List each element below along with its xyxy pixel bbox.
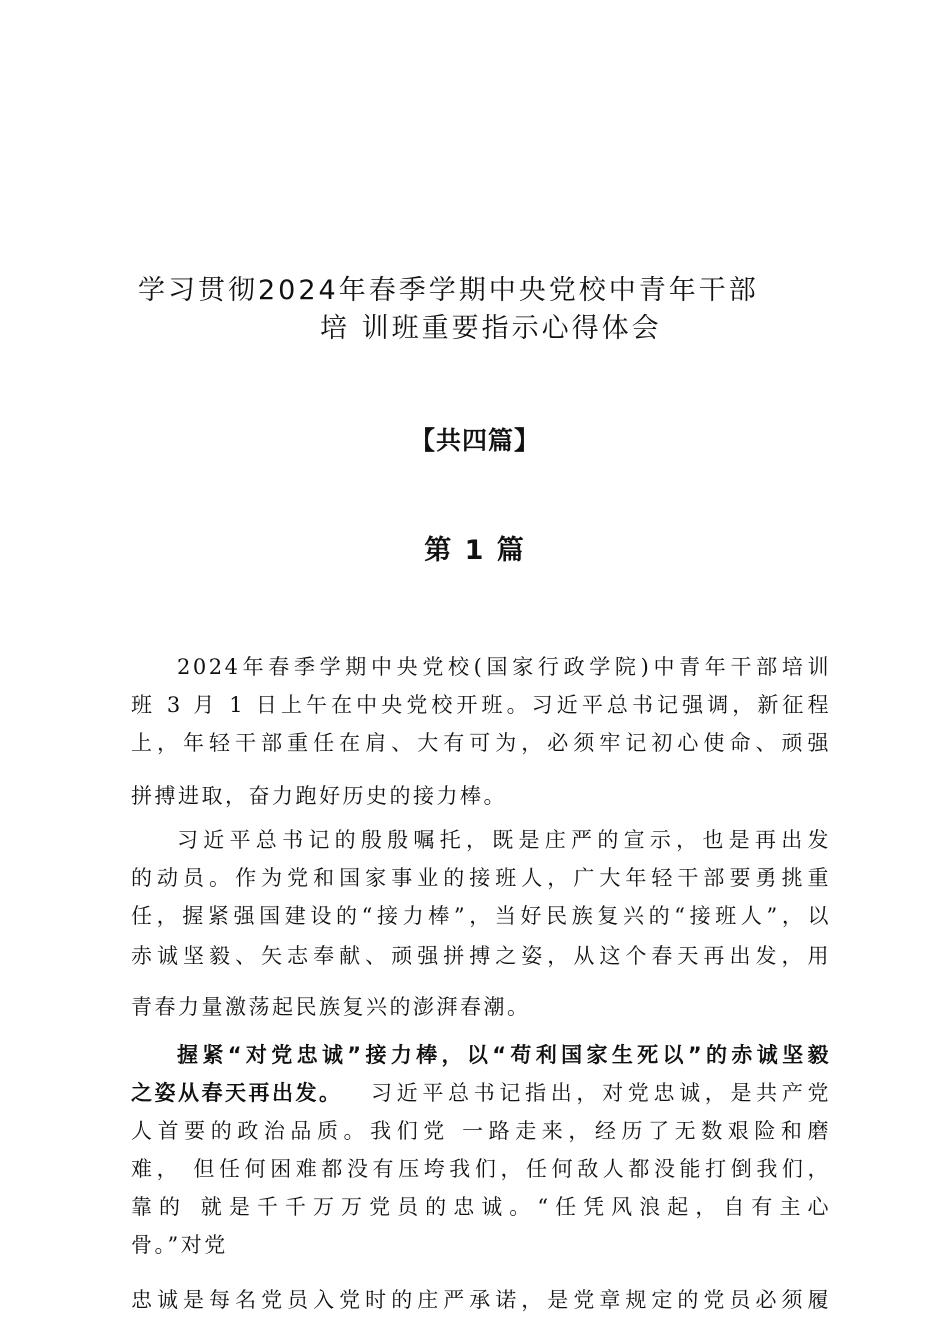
text-line: 赤诚坚毅、矢志奉献、顽强拼搏之姿，从这个春天再出发，用 (131, 944, 831, 968)
text-line: 青春力量激荡起民族复兴的澎湃春潮。 (131, 995, 531, 1019)
text-line: 的动员。作为党和国家事业的接班人，广大年轻干部要勇挑重 (131, 866, 831, 890)
text-line: 班 3 月 1 日上午在中央党校开班。习近平总书记强调，新征程 (131, 693, 831, 717)
title-line-2: 培 训班重要指示心得体会 (320, 313, 662, 344)
text-line: 人首要的政治品质。我们党 一路走来，经历了无数艰险和磨 (131, 1119, 831, 1143)
text-line: 2024年春季学期中央党校(国家行政学院)中青年干部培训 (177, 655, 831, 679)
text-line: 忠诚是每名党员入党时的庄严承诺，是党章规定的党员必须履 (131, 1288, 831, 1312)
text-line: 靠的 就是千千万万党员的忠诚。“任凭风浪起，自有主心 (131, 1195, 831, 1219)
text-line: 习近平总书记的殷殷嘱托，既是庄严的宣示，也是再出发 (177, 828, 831, 852)
bold-subheading-line: 握紧“对党忠诚”接力棒，以“苟利国家生死以”的赤诚坚毅 (177, 1043, 831, 1067)
text-line: 任，握紧强国建设的“接力棒”，当好民族复兴的“接班人”，以 (131, 904, 831, 928)
text-line: 骨。”对党 (131, 1233, 228, 1257)
text-line: 习近平总书记指出，对党忠诚，是共产党 (371, 1081, 831, 1105)
article-count-heading: 【共四篇】 (409, 426, 540, 455)
text-line: 上，年轻干部重任在肩、大有可为，必须牢记初心使命、顽强 (131, 731, 831, 755)
bold-subheading-line: 之姿从春天再出发。 (131, 1081, 343, 1105)
part-heading: 第 1 篇 (424, 535, 526, 566)
text-line: 拼搏进取，奋力跑好历史的接力棒。 (131, 784, 507, 808)
title-line-1: 学习贯彻2024年春季学期中央党校中青年干部 (138, 275, 759, 306)
text-line: 难， 但任何困难都没有压垮我们，任何敌人都没能打倒我们， (131, 1157, 831, 1181)
